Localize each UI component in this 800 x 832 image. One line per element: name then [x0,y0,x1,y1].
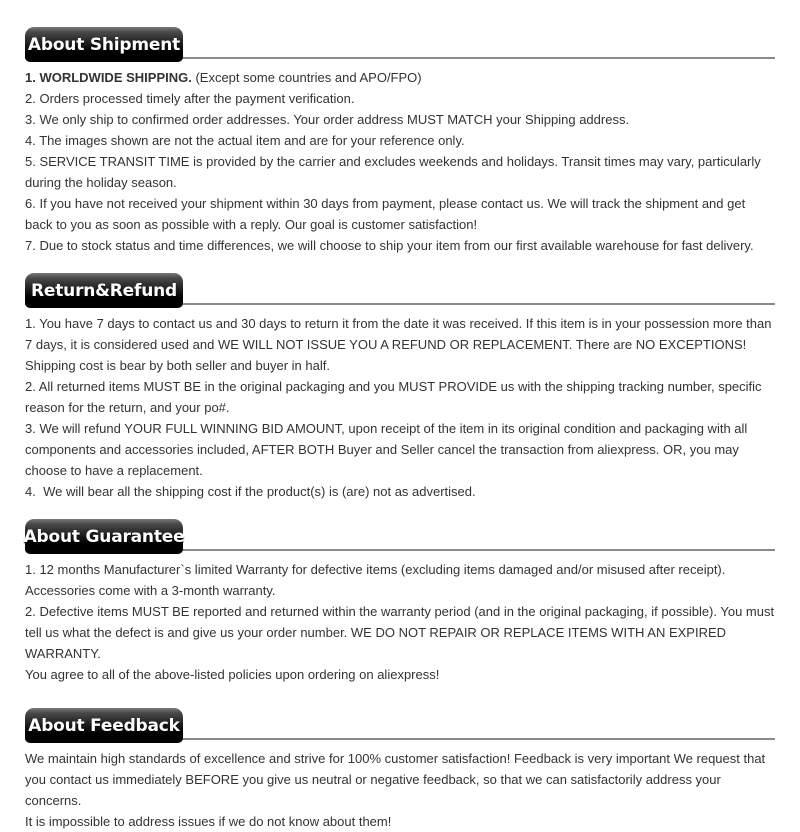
policy-line: We maintain high standards of excellence and strive for 100% customer satisfaction! Feedback is very important We request that you contact us immediately BEFORE you give us neutral or negative feedback, so that we can satisfactorily address your concerns. [25,751,769,808]
policy-line: 6. If you have not received your shipment within 30 days from payment, please contact us. We will track the shipment and get back to you as soon as possible with a reply. Our goal is customer satisfaction! [25,196,749,232]
policy-line: 3. We will refund YOUR FULL WINNING BID AMOUNT, upon receipt of the item in its original condition and packaging with all components and accessories included, AFTER BOTH Buyer and Seller cancel the transaction from aliexpress. OR, you may choose to have a replacement. [25,421,751,478]
section-about-feedback [25,708,775,832]
policy-line: 2. Defective items MUST BE reported and returned within the warranty period (and in the original packaging, if possible). You must tell us what the defect is and give us your order number. WE DO NOT REPAIR OR REPLACE ITEMS WITH AN EXPIRED WARRANTY. [25,604,778,661]
policy-line-bold: 1. WORLDWIDE SHIPPING. [25,70,192,85]
section-body [25,313,775,502]
policy-line: 2. Orders processed timely after the payment verification. [25,91,355,106]
policy-line: 3. We only ship to confirmed order addresses. Your order address MUST MATCH your Shipping address. [25,112,630,127]
section-body [25,748,775,832]
policy-line: 4. We will bear all the shipping cost if the product(s) is (are) not as advertised. [25,484,476,499]
section-title-ribbon [25,273,183,308]
policy-line: 4. The images shown are not the actual item and are for your reference only. [25,133,465,148]
policy-line-rest: (Except some countries and APO/FPO) [191,70,422,85]
section-title-ribbon [25,708,183,743]
section-header [25,708,775,743]
section-header [25,519,775,554]
section-header [25,27,775,62]
section-title: About Feedback [28,715,180,736]
section-title-ribbon [25,519,183,554]
section-about-guarantee [23,519,778,685]
policy-line: 5. SERVICE TRANSIT TIME is provided by the carrier and excludes weekends and holidays. Transit times may vary, particularly during the holiday season. [25,154,765,190]
policy-line: 2. All returned items MUST BE in the original packaging and you MUST PROVIDE us with the shipping tracking number, specific reason for the return, and your po#. [25,379,766,415]
section-title: About Shipment [27,34,181,55]
policy-line: 1. 12 months Manufacturer`s limited Warranty for defective items (excluding items damaged and/or misused after receipt). Accessories come with a 3-month warranty. [25,562,729,598]
policy-line: It is impossible to address issues if we do not know about them! [25,814,392,829]
policy-line: Shipping cost is bear by both seller and buyer in half. [25,358,330,373]
policy-line: You agree to all of the above-listed policies upon ordering on aliexpress! [25,667,440,682]
section-about-shipment [25,27,775,256]
section-body [25,67,775,256]
section-body [25,559,778,685]
section-title-ribbon [25,27,183,62]
policy-line: 7. Due to stock status and time differences, we will choose to ship your item from our first available warehouse for fast delivery. [25,238,754,253]
policy-line [25,67,775,88]
section-title: Return&Refund [31,280,177,301]
section-title: About Guarantee [23,526,185,547]
section-return-refund [25,273,775,502]
section-header [25,273,775,308]
policy-line: 1. You have 7 days to contact us and 30 days to return it from the date it was received. If this item is in your possession more than 7 days, it is considered used and WE WILL NOT ISSUE YOU A REFUND OR REPLACEMENT. There are NO EXCEPTIONS! [25,316,776,352]
